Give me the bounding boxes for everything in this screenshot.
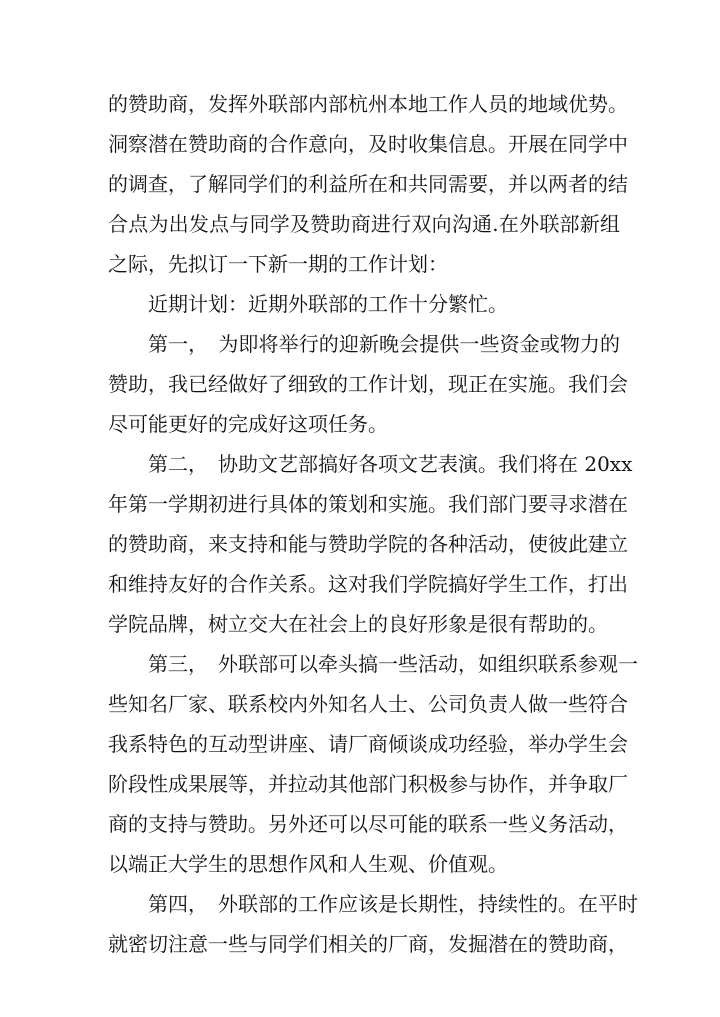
paragraph-line: 我系特色的互动型讲座、请厂商倾谈成功经验，举办学生会: [108, 732, 628, 756]
paragraph-line: 近期计划：近期外联部的工作十分繁忙。: [148, 292, 508, 316]
paragraph-line: 第三， 外联部可以牵头搞一些活动，如组织联系参观一: [148, 652, 638, 676]
paragraph-line: 的赞助商，来支持和能与赞助学院的各种活动，使彼此建立: [108, 532, 628, 556]
paragraph-line: 合点为出发点与同学及赞助商进行双向沟通.在外联部新组: [108, 212, 620, 236]
paragraph-line: 第四， 外联部的工作应该是长期性，持续性的。在平时: [148, 892, 638, 916]
paragraph-line: 的赞助商，发挥外联部内部杭州本地工作人员的地域优势。: [108, 92, 628, 116]
paragraph-line: 第二， 协助文艺部搞好各项文艺表演。我们将在 20xx: [148, 452, 633, 476]
paragraph-line: 年第一学期初进行具体的策划和实施。我们部门要寻求潜在: [108, 492, 628, 516]
paragraph-line: 第一， 为即将举行的迎新晚会提供一些资金或物力的: [148, 332, 620, 356]
paragraph-line: 以端正大学生的思想作风和人生观、价值观。: [108, 852, 508, 876]
paragraph-line: 阶段性成果展等，并拉动其他部门积极参与协作，并争取厂: [108, 772, 628, 796]
paragraph-line: 赞助，我已经做好了细致的工作计划，现正在实施。我们会: [108, 372, 628, 396]
paragraph-line: 些知名厂家、联系校内外知名人士、公司负责人做一些符合: [108, 692, 628, 716]
paragraph-line: 的调查，了解同学们的利益所在和共同需要，并以两者的结: [108, 172, 628, 196]
paragraph-line: 就密切注意一些与同学们相关的厂商，发掘潜在的赞助商，: [108, 932, 628, 956]
paragraph-line: 之际，先拟订一下新一期的工作计划：: [108, 252, 448, 276]
paragraph-line: 和维持友好的合作关系。这对我们学院搞好学生工作，打出: [108, 572, 628, 596]
paragraph-line: 尽可能更好的完成好这项任务。: [108, 412, 388, 436]
paragraph-line: 洞察潜在赞助商的合作意向，及时收集信息。开展在同学中: [108, 132, 628, 156]
paragraph-line: 商的支持与赞助。另外还可以尽可能的联系一些义务活动，: [108, 812, 628, 836]
paragraph-line: 学院品牌，树立交大在社会上的良好形象是很有帮助的。: [108, 612, 608, 636]
